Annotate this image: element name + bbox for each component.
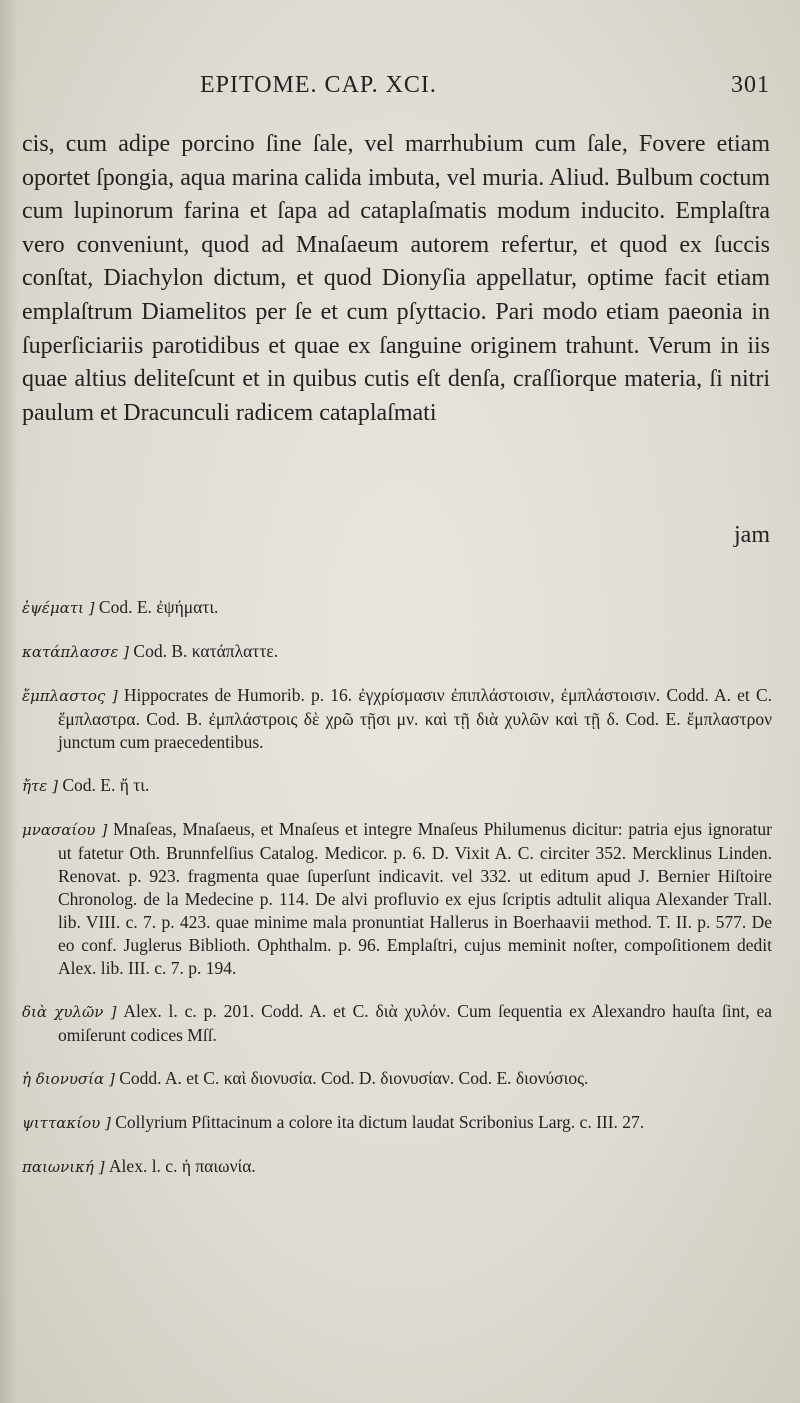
- footnote-lemma: διὰ χυλῶν ]: [22, 1003, 117, 1021]
- catchword: jam: [734, 522, 770, 548]
- footnote-lemma: παιωνική ]: [22, 1158, 105, 1176]
- footnote-text: Collyrium Pſittacinum a colore ita dictum laudat Scribonius Larg. c. III. 27.: [115, 1112, 645, 1132]
- footnote: [22, 640, 772, 664]
- footnote-lemma: ψιττακίου ]: [22, 1114, 111, 1132]
- footnote: [22, 1155, 772, 1179]
- footnote-lemma: μνασαίου ]: [22, 821, 108, 839]
- page-number: 301: [731, 72, 770, 98]
- footnote: [22, 1067, 772, 1091]
- footnote: [22, 818, 772, 980]
- footnote-lemma: ἔμπλαστος ]: [22, 687, 118, 705]
- header-title: EPITOME. CAP. XCI.: [200, 72, 437, 98]
- footnote-lemma: ἤτε ]: [22, 777, 58, 795]
- footnote-lemma: ἐψέματι ]: [22, 599, 95, 617]
- footnotes: [22, 596, 772, 1199]
- footnote-text: Alex. l. c. p. 201. Codd. A. et C. διὰ χυλόν. Cum ſequentia ex Alexandro hauſta ſint, ea omiſerunt codices Mſſ.: [58, 1001, 773, 1045]
- footnote: [22, 1000, 772, 1047]
- footnote: [22, 774, 772, 798]
- footnote-text: Alex. l. c. ἡ παιωνία.: [108, 1156, 256, 1176]
- footnote-text: Cod. E. ἐψήματι.: [98, 597, 219, 617]
- footnote-text: Mnaſeas, Mnaſaeus, et Mnaſeus et integre Mnaſeus Philumenus dicitur: patria ejus ignoratur ut fatetur Oth. Brunnfelſius Catalog. Medicor. p. 6. D. Vixit A. C. circiter 352. Mercklinus Linden. Renovat. p. 923. fragmenta quae ſuperſunt indicavit. vel 332. ut editum apud J. Bernier Hiſtoire Chronolog. de la Medecine p. 114. De alvi profluvio ex ejus ſcriptis adtulit aliqua Alexander Trall. lib. VIII. c. 7. p. 423. quae minime mala pronuntiat Hallerus in Boerhaavii method. T. II. p. 577. De eo conf. Juglerus Biblioth. Ophthalm. p. 96. Emplaſtri, cujus meminit noſter, compoſitionem dedit Alex. lib. III. c. 7. p. 194.: [58, 819, 772, 978]
- footnote: [22, 1111, 772, 1135]
- footnote: [22, 596, 772, 620]
- footnote: [22, 684, 772, 754]
- main-paragraph: cis, cum adipe porcino ſine ſale, vel marrhubium cum ſale, Fovere etiam oportet ſpongia, aqua marina calida imbuta, vel muria. Aliud. Bulbum coctum cum lupinorum farina et ſapa ad cataplaſmatis modum inducito. Emplaſtra vero conveniunt, quod ad Mnaſaeum autorem refertur, et quod ex ſuccis conſtat, Diachylon dictum, et quod Dionyſia appellatur, optime facit etiam emplaſtrum Diamelitos per ſe et cum pſyttacio. Pari modo etiam paeonia in ſuperſiciariis parotidibus et quae ex ſanguine originem trahunt. Verum in iis quae altius deliteſcunt et in quibus cutis eſt denſa, craſſiorque materia, ſi nitri paulum et Dracunculi radicem cataplaſmati: [22, 131, 770, 426]
- binding-shadow: [0, 0, 18, 1403]
- footnote-text: Codd. A. et C. καὶ διονυσία. Cod. D. διονυσίαν. Cod. E. διονύσιος.: [119, 1068, 589, 1088]
- footnote-text: Hippocrates de Humorib. p. 16. ἐγχρίσμασιν ἐπιπλάστοισιν, ἐμπλάστοισιν. Codd. A. et C. ἔμπλαστρα. Cod. B. ἐμπλάστροις δὲ χρῶ τῇσι μν. καὶ τῇ διὰ χυλῶν καὶ τῇ δ. Cod. E. ἔμπλαστρον junctum cum praecedentibus.: [58, 685, 773, 752]
- footnote-lemma: κατάπλασσε ]: [22, 643, 130, 661]
- footnote-lemma: ἡ διονυσία ]: [22, 1070, 115, 1088]
- footnote-text: Cod. B. κατάπλαττε.: [133, 641, 279, 661]
- footnote-text: Cod. E. ἤ τι.: [62, 775, 150, 795]
- main-text-block: [22, 128, 770, 430]
